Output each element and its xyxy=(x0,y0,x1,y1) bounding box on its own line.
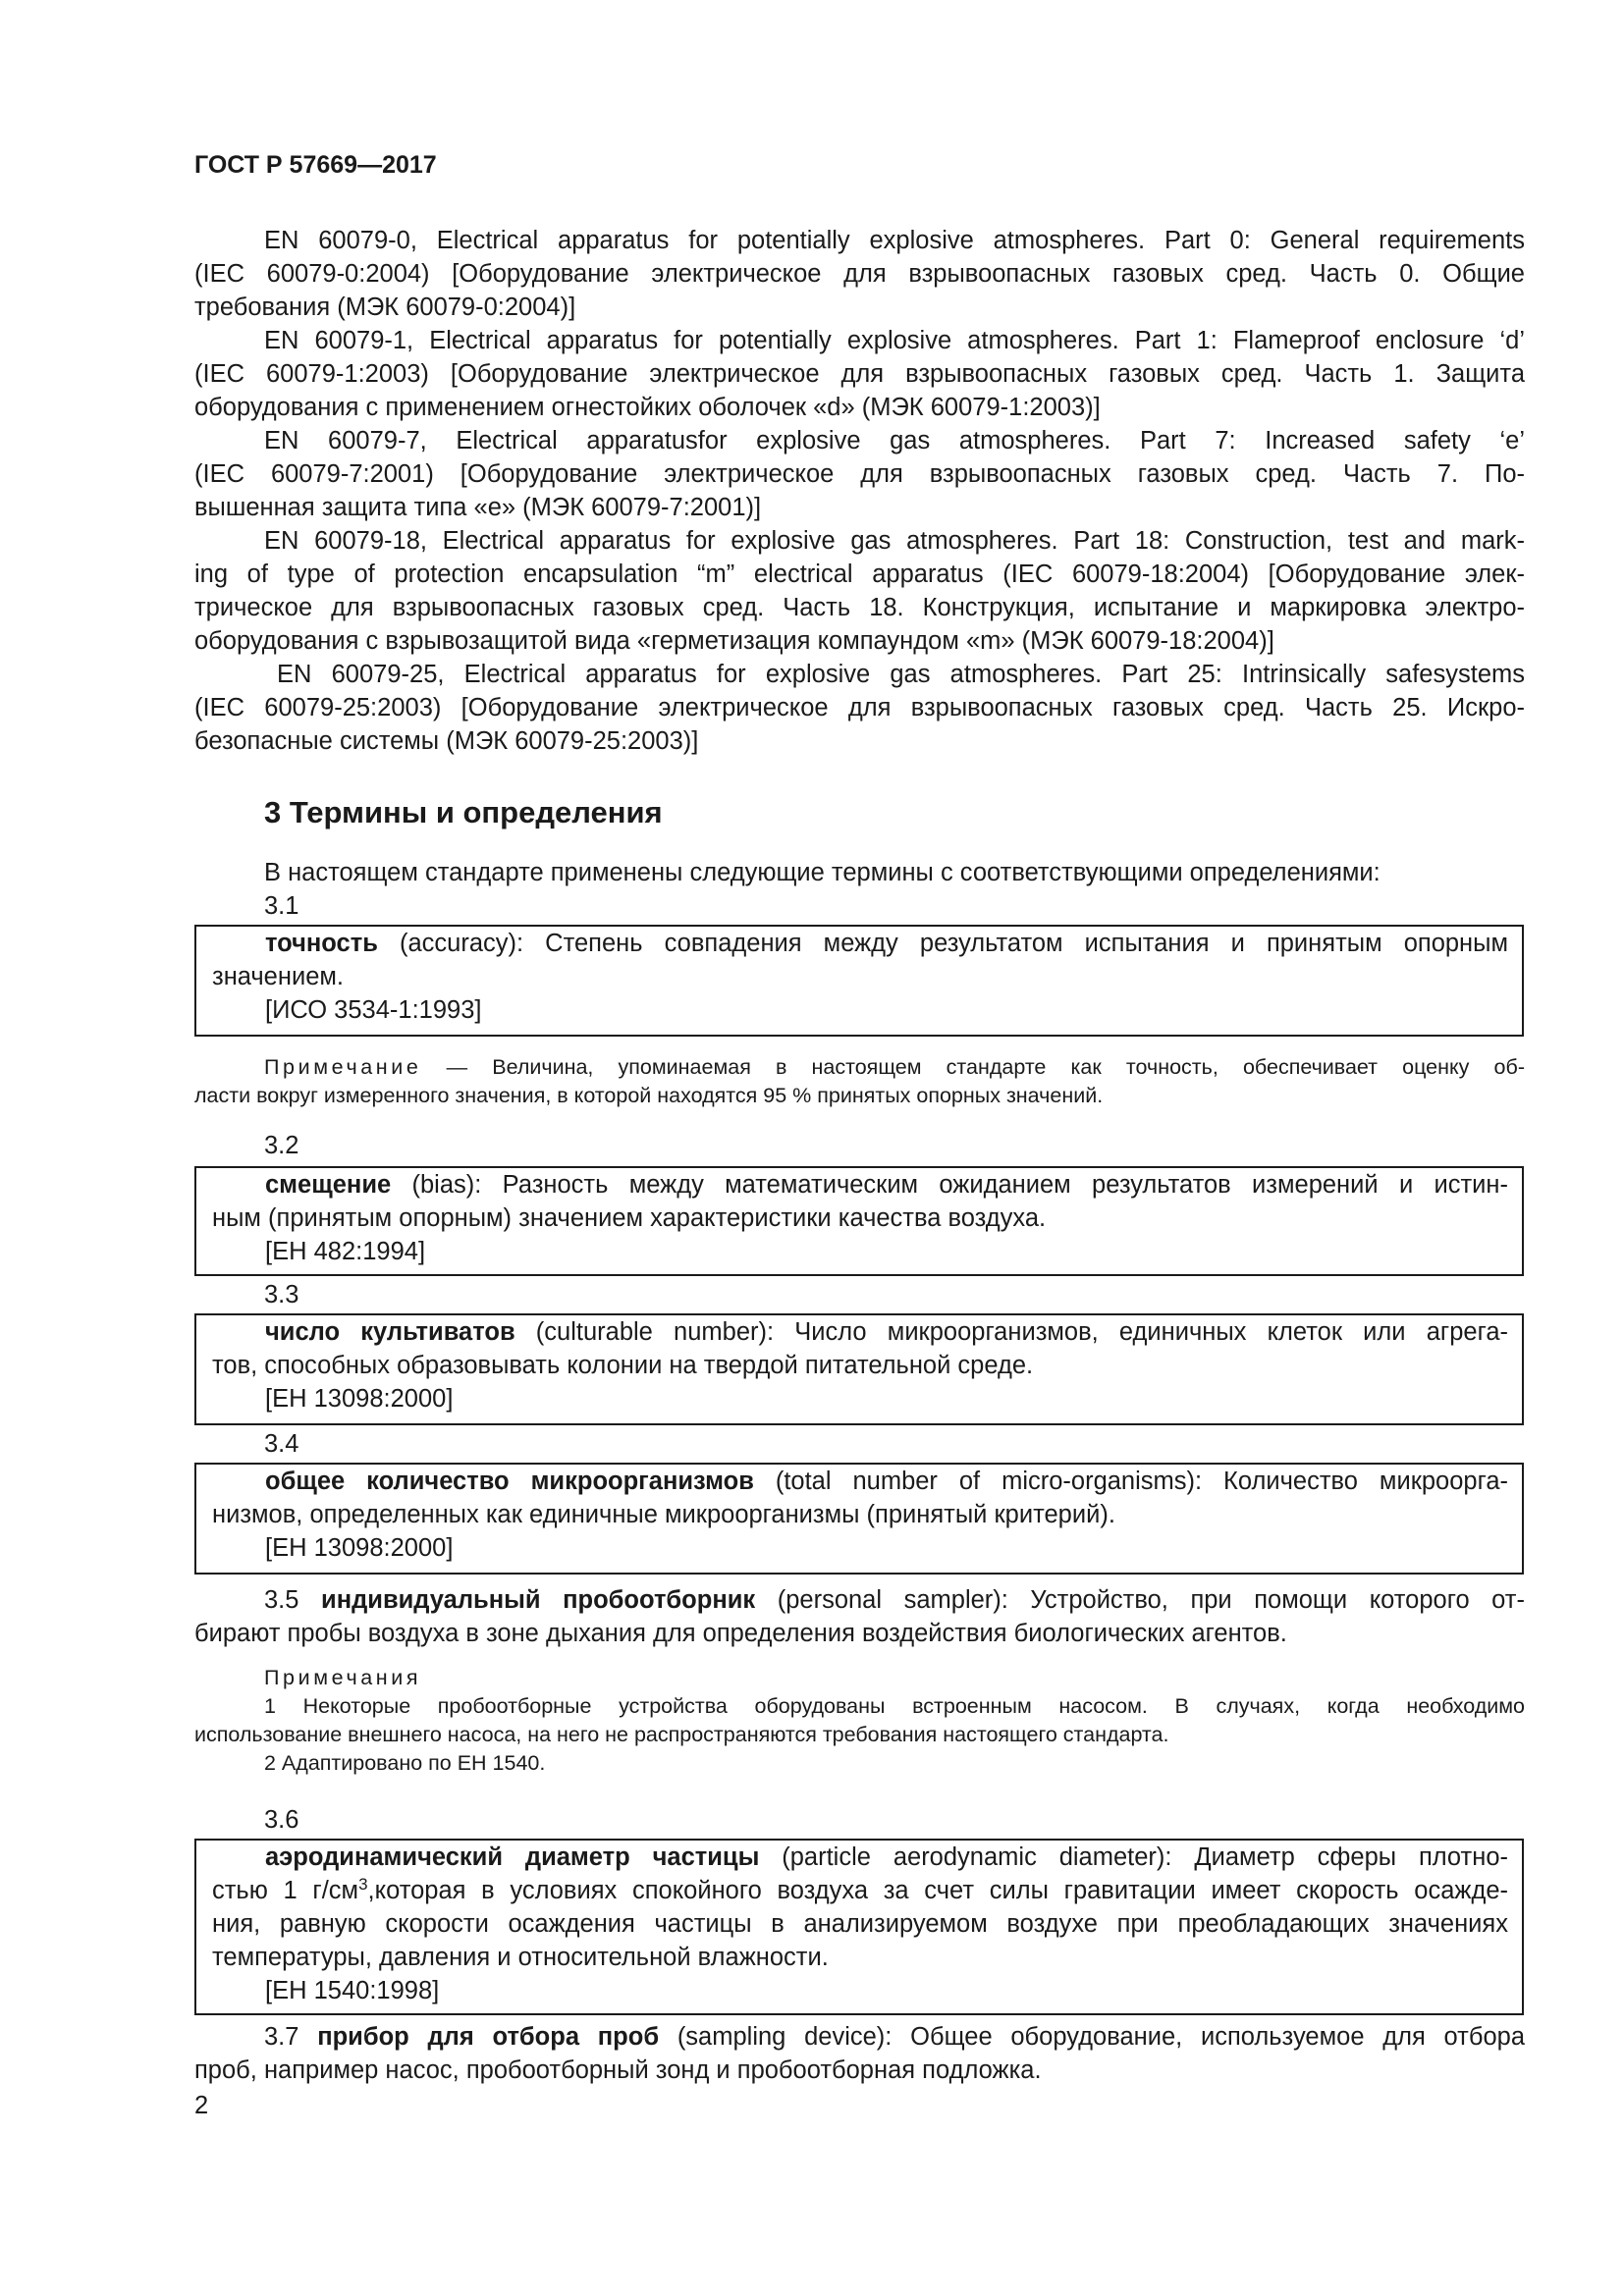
reference-item: EN 60079-18, Electrical apparatus for explosive gas atmospheres. Part 18: Construction, test and mark- ing of type of protection encapsulation “m” electrical apparatus (IEC 60079-18:2004) [Оборудование элек- трическое для взрывоопасных газовых сред. Часть 18. Конструкция, испытание и маркировка электро- оборудования с взрывозащитой вида «герметизация компаундом «m» (МЭК 60079-18:2004)] xyxy=(194,527,1525,655)
term-box-total-micro-organisms: общее количество микроорганизмов (total number of micro-organisms): Количество микроорга- низмов, определенных как единичные микроорганизмы (принятый критерий). [ЕН 13098:2000] xyxy=(194,1463,1524,1575)
term-number: 3.4 xyxy=(264,1430,299,1458)
term-number: 3.3 xyxy=(264,1281,299,1308)
term-number: 3.5 xyxy=(264,1586,299,1614)
term-source: [ЕН 482:1994] xyxy=(265,1238,426,1265)
term-name: смещение xyxy=(265,1171,392,1199)
reference-item: EN 60079-7, Electrical apparatusfor explosive gas atmospheres. Part 7: Increased safety ‘e’ (IEC 60079-7:2001) [Оборудование электрическое для взрывоопасных газовых сред. Часть 7. По- вышенная защита типа «е» (МЭК 60079-7:2001)] xyxy=(194,427,1525,521)
note-label: Примечание xyxy=(264,1055,422,1079)
term-name: точность xyxy=(265,930,378,957)
term-number: 3.2 xyxy=(264,1132,299,1159)
reference-item: EN 60079-25, Electrical apparatus for explosive gas atmospheres. Part 25: Intrinsically safesystems (IEC 60079-25:2003) [Оборудование электрическое для взрывоопасных газовых сред. Часть 25. Искро- безопасные системы (МЭК 60079-25:2003)] xyxy=(194,661,1525,755)
note-accuracy: Примечание — Величина, упоминаемая в настоящем стандарте как точность, обеспечивает оценку об- ласти вокруг измеренного значения, в которой находятся 95 % принятых опорных значений. xyxy=(194,1055,1525,1107)
term-box-accuracy: точность (accuracy): Степень совпадения между результатом испытания и принятым опорным значением. [ИСО 3534-1:1993] xyxy=(194,925,1524,1037)
reference-item: EN 60079-0, Electrical apparatus for potentially explosive atmospheres. Part 0: General requirements (IEC 60079-0:2004) [Оборудование электрическое для взрывоопасных газовых сред. Часть 0. Общие требования (МЭК 60079-0:2004)] xyxy=(194,227,1525,321)
section-intro: В настоящем стандарте применены следующие термины с соответствующими определениями: xyxy=(264,859,1380,886)
term-box-aerodynamic-diameter: аэродинамический диаметр частицы (particle aerodynamic diameter): Диаметр сферы плотно- стью 1 $г/см^3,которая$ в условиях спокойного воздуха за счет силы гравитации имеет скорость осажде- ния, равную скорости осаждения частицы в анализируемом воздухе при преобладающих значениях температуры, давления и относительной влажности. [ЕН 1540:1998] xyxy=(194,1839,1524,2015)
reference-item: EN 60079-1, Electrical apparatus for potentially explosive atmospheres. Part 1: Flameproof enclosure ‘d’ (IEC 60079-1:2003) [Оборудование электрическое для взрывоопасных газовых сред. Часть 1. Защита оборудования с применением огнестойких оболочек «d» (МЭК 60079-1:2003)] xyxy=(194,327,1525,421)
term-number: 3.1 xyxy=(264,892,299,920)
term-source: [ЕН 13098:2000] xyxy=(265,1385,454,1413)
term-name: аэродинамический диаметр частицы xyxy=(265,1843,760,1871)
term-number: 3.7 xyxy=(264,2023,299,2051)
page-number: 2 xyxy=(194,2092,209,2119)
section-title: 3 Термины и определения xyxy=(264,795,663,829)
term-source: [ЕН 1540:1998] xyxy=(265,1977,440,2004)
term-name: число культиватов xyxy=(265,1318,515,1346)
term-name: индивидуальный пробоотборник xyxy=(321,1586,756,1614)
term-personal-sampler: 3.5 индивидуальный пробоотборник (personal sampler): Устройство, при помощи которого от- бирают пробы воздуха в зоне дыхания для определения воздействия биологических агентов. xyxy=(194,1586,1525,1647)
term-number: 3.6 xyxy=(264,1806,299,1834)
term-source: [ИСО 3534-1:1993] xyxy=(265,996,482,1024)
term-box-culturable-number: число культиватов (culturable number): Число микроорганизмов, единичных клеток или агрега- тов, способных образовывать колонии на твердой питательной среде. [ЕН 13098:2000] xyxy=(194,1313,1524,1425)
notes-personal-sampler: Примечания 1 Некоторые пробоотборные устройства оборудованы встроенным насосом. В случаях, когда необходимо использование внешнего насоса, на него не распространяются требования настоящего стандарта. 2 Адаптировано по ЕН 1540. xyxy=(194,1666,1525,1775)
term-name: общее количество микроорганизмов xyxy=(265,1468,754,1495)
term-sampling-device: 3.7 прибор для отбора проб (sampling device): Общее оборудование, используемое для отбора проб, например насос, пробоотборный зонд и пробоотборная подложка. xyxy=(194,2023,1525,2084)
term-name: прибор для отбора проб xyxy=(317,2023,660,2051)
term-source: [ЕН 13098:2000] xyxy=(265,1534,454,1562)
note-label: Примечания xyxy=(264,1666,422,1689)
document-header: ГОСТ Р 57669—2017 xyxy=(194,151,437,179)
term-box-bias: смещение (bias): Разность между математическим ожиданием результатов измерений и истин- ным (принятым опорным) значением характеристики качества воздуха. [ЕН 482:1994] xyxy=(194,1166,1524,1276)
normative-references xyxy=(194,224,1525,758)
